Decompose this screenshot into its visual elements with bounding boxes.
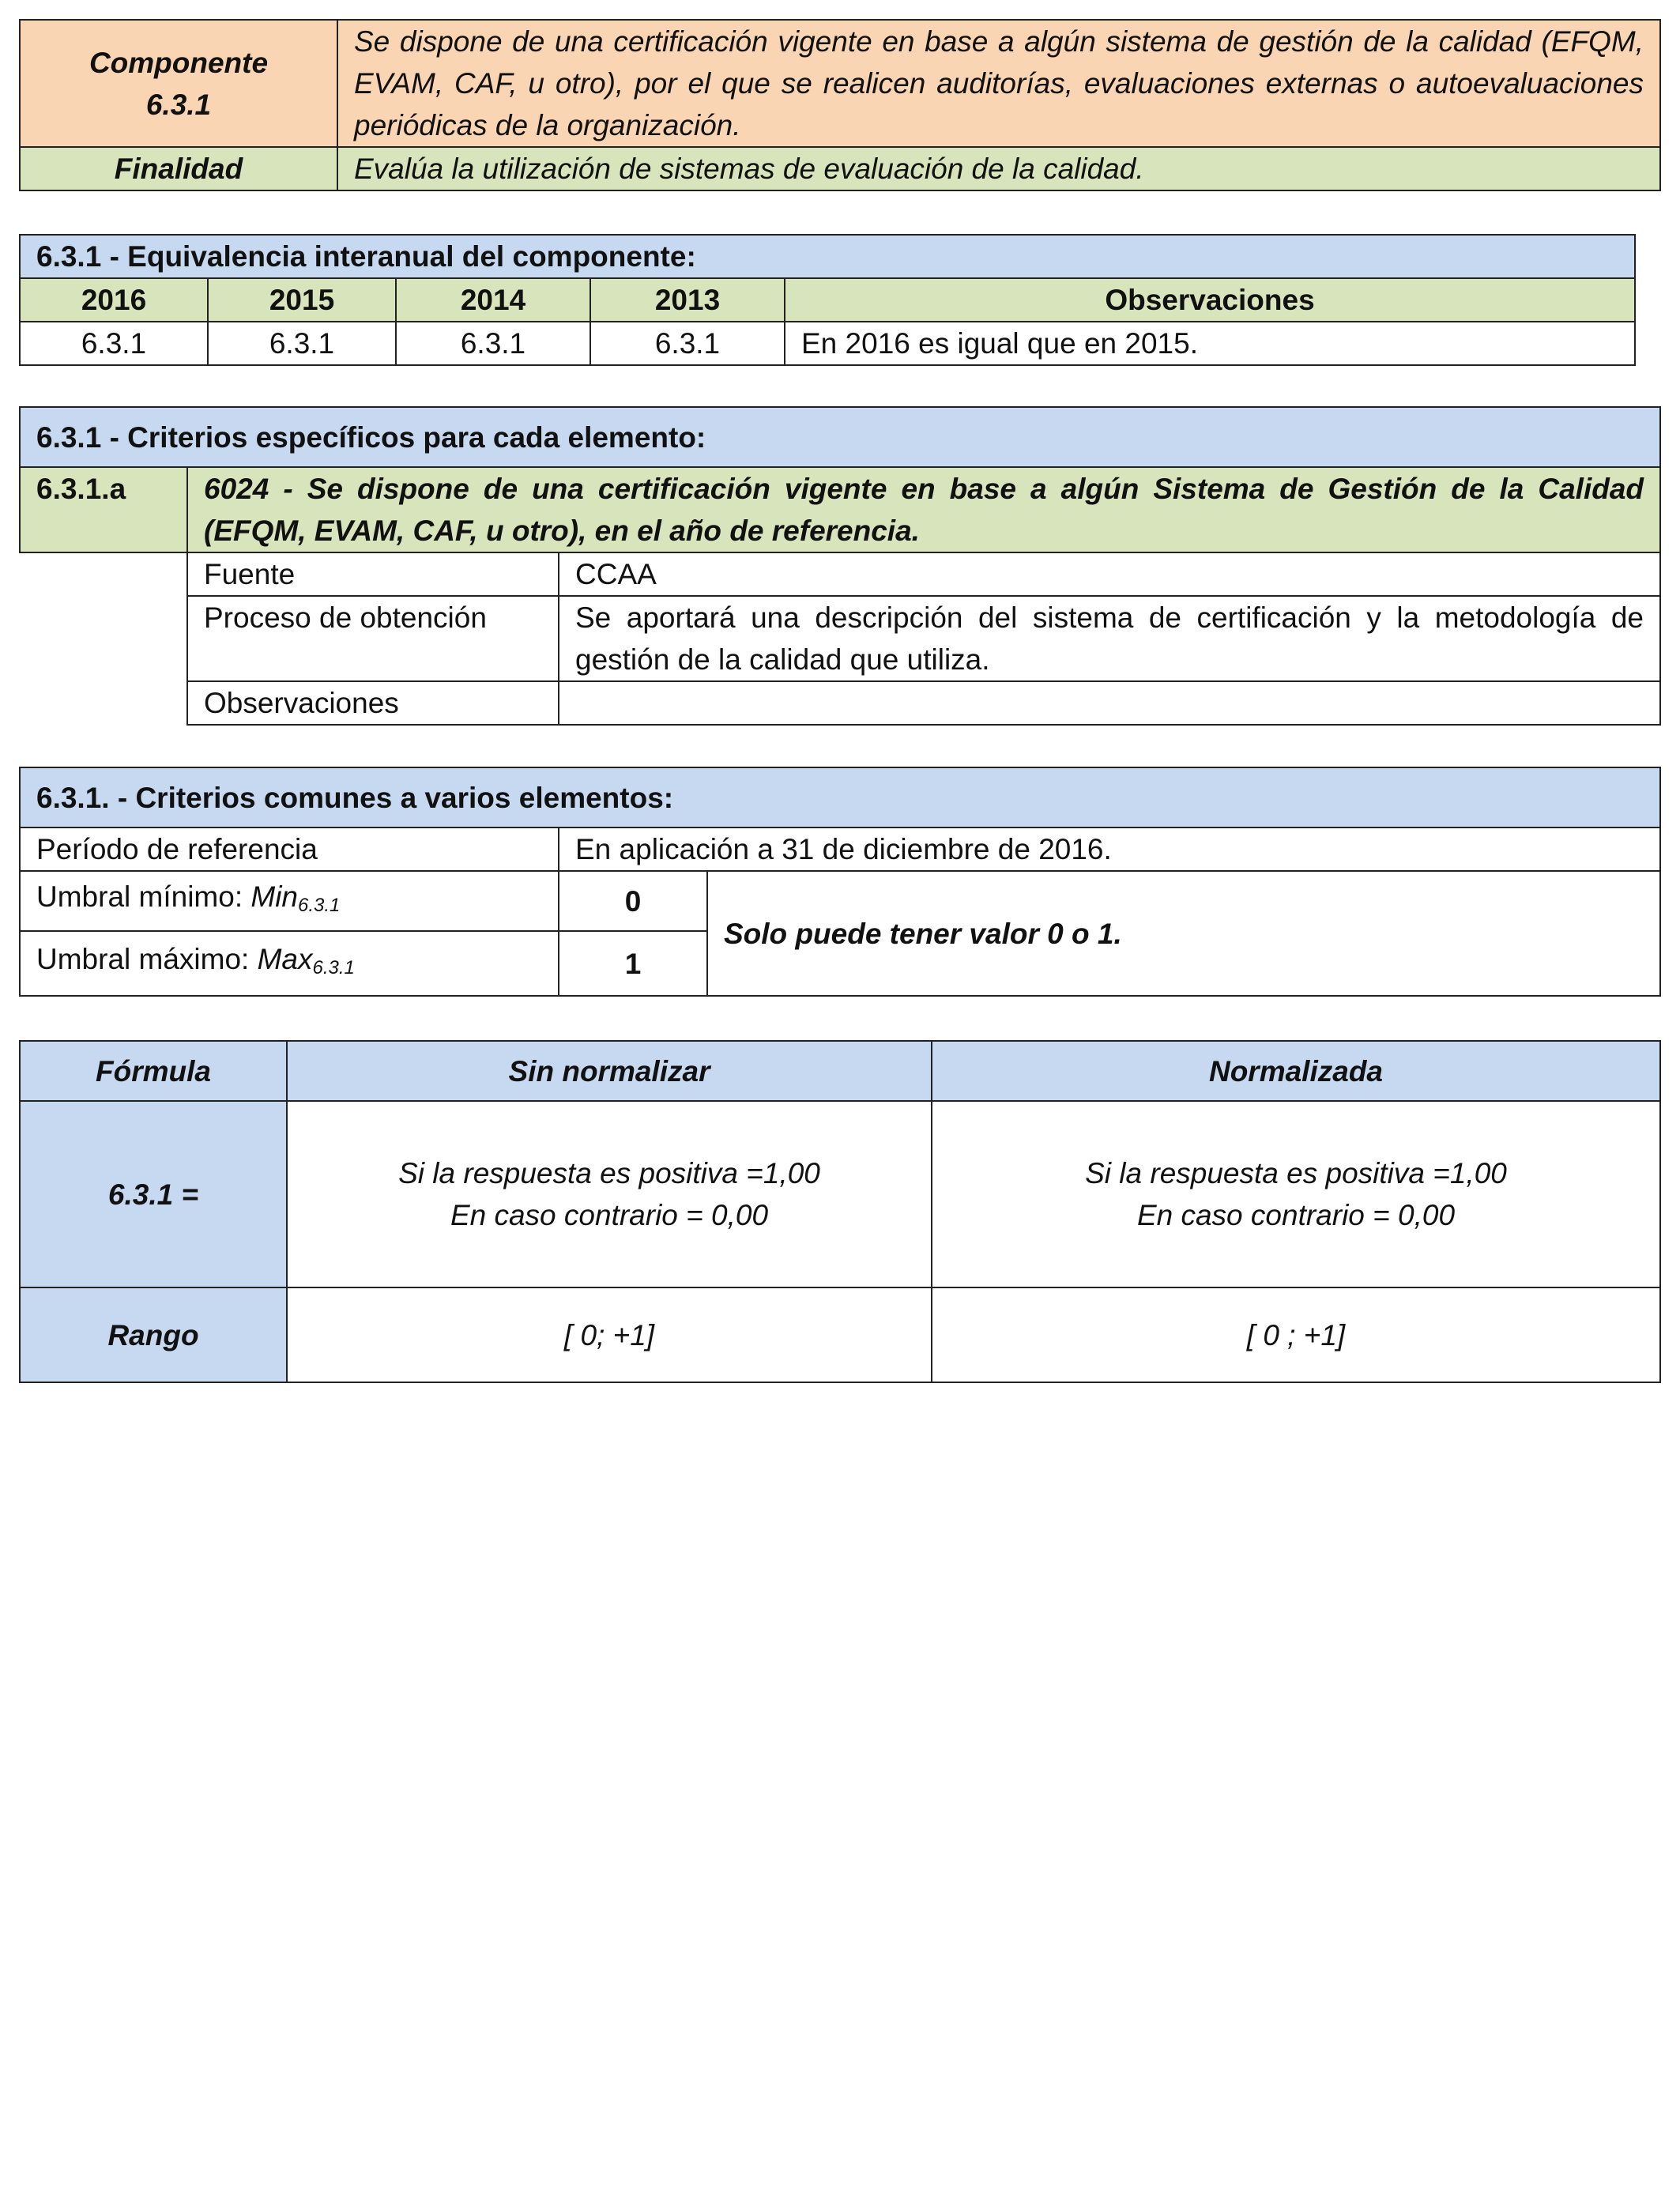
- normalizada-line2: En caso contrario = 0,00: [1136, 1199, 1456, 1231]
- umbral-maximo-label: [20, 931, 559, 996]
- finalidad-text: Evalúa la utilización de sistemas de evaluación de la calidad.: [337, 147, 1660, 190]
- equivalencia-observaciones: En 2016 es igual que en 2015.: [785, 322, 1635, 365]
- spacer-cell: [20, 596, 187, 681]
- umbral-maximo-text: Umbral máximo:: [36, 943, 258, 975]
- formula-label: 6.3.1 =: [20, 1101, 287, 1287]
- rango-sin-normalizar: [ 0; +1]: [287, 1287, 932, 1382]
- rango-normalizada: [ 0 ; +1]: [932, 1287, 1660, 1382]
- component-label: Componente: [89, 46, 269, 79]
- periodo-value: En aplicación a 31 de diciembre de 2016.: [559, 827, 1660, 871]
- equivalencia-cell: 6.3.1: [208, 322, 396, 365]
- equivalencia-title: 6.3.1 - Equivalencia interanual del componente:: [20, 235, 1635, 278]
- component-description: Se dispone de una certificación vigente en base a algún sistema de gestión de la calidad (EFQM, EVAM, CAF, u otro), por el que se realicen auditorías, evaluaciones externas o autoevaluaciones periódicas de la organización.: [337, 20, 1660, 147]
- criterios-especificos-table: [19, 406, 1661, 726]
- component-number: 6.3.1: [145, 88, 212, 121]
- rango-label: Rango: [20, 1287, 287, 1382]
- fuente-value: CCAA: [559, 552, 1660, 596]
- max-subscript: 6.3.1: [312, 957, 355, 978]
- umbral-minimo-text: Umbral mínimo:: [36, 880, 251, 913]
- equivalencia-cell: 6.3.1: [590, 322, 785, 365]
- proceso-value: Se aportará una descripción del sistema de certificación y la metodología de gestión de la calidad que utiliza.: [559, 596, 1660, 681]
- formula-header: Fórmula: [20, 1041, 287, 1101]
- component-label-cell: [20, 20, 337, 147]
- element-text: 6024 - Se dispone de una certificación vigente en base a algún Sistema de Gestión de la Calidad (EFQM, EVAM, CAF, u otro), en el año de referencia.: [187, 467, 1660, 552]
- umbral-maximo-value: 1: [559, 931, 707, 996]
- criterios-comunes-title: 6.3.1. - Criterios comunes a varios elementos:: [20, 767, 1660, 827]
- normalizada-header: Normalizada: [932, 1041, 1660, 1101]
- year-header-2013: 2013: [590, 278, 785, 322]
- year-header-2016: 2016: [20, 278, 208, 322]
- equivalencia-cell: 6.3.1: [396, 322, 590, 365]
- umbral-note: Solo puede tener valor 0 o 1.: [707, 871, 1660, 996]
- min-subscript: 6.3.1: [298, 895, 341, 916]
- normalizada-line1: Si la respuesta es positiva =1,00: [1085, 1157, 1507, 1189]
- component-table: [19, 19, 1661, 191]
- spacer-cell: [20, 681, 187, 725]
- observaciones-header: Observaciones: [785, 278, 1635, 322]
- sin-normalizar-line2: En caso contrario = 0,00: [450, 1199, 769, 1231]
- max-variable: Max: [257, 943, 313, 975]
- periodo-label: Período de referencia: [20, 827, 559, 871]
- observaciones-value: [559, 681, 1660, 725]
- umbral-minimo-value: 0: [559, 871, 707, 931]
- equivalencia-cell: 6.3.1: [20, 322, 208, 365]
- min-variable: Min: [250, 880, 299, 913]
- equivalencia-table: [19, 234, 1636, 366]
- sin-normalizar-line1: Si la respuesta es positiva =1,00: [398, 1157, 820, 1189]
- year-header-2014: 2014: [396, 278, 590, 322]
- fuente-label: Fuente: [187, 552, 559, 596]
- umbral-minimo-label: [20, 871, 559, 931]
- element-code: 6.3.1.a: [20, 467, 187, 552]
- observaciones-label: Observaciones: [187, 681, 559, 725]
- sin-normalizar-formula: [287, 1101, 932, 1287]
- formula-table: [19, 1040, 1661, 1383]
- sin-normalizar-header: Sin normalizar: [287, 1041, 932, 1101]
- criterios-especificos-title: 6.3.1 - Criterios específicos para cada elemento:: [20, 407, 1660, 467]
- year-header-2015: 2015: [208, 278, 396, 322]
- normalizada-formula: [932, 1101, 1660, 1287]
- proceso-label: Proceso de obtención: [187, 596, 559, 681]
- finalidad-label: Finalidad: [20, 147, 337, 190]
- criterios-comunes-table: [19, 767, 1661, 997]
- spacer-cell: [20, 552, 187, 596]
